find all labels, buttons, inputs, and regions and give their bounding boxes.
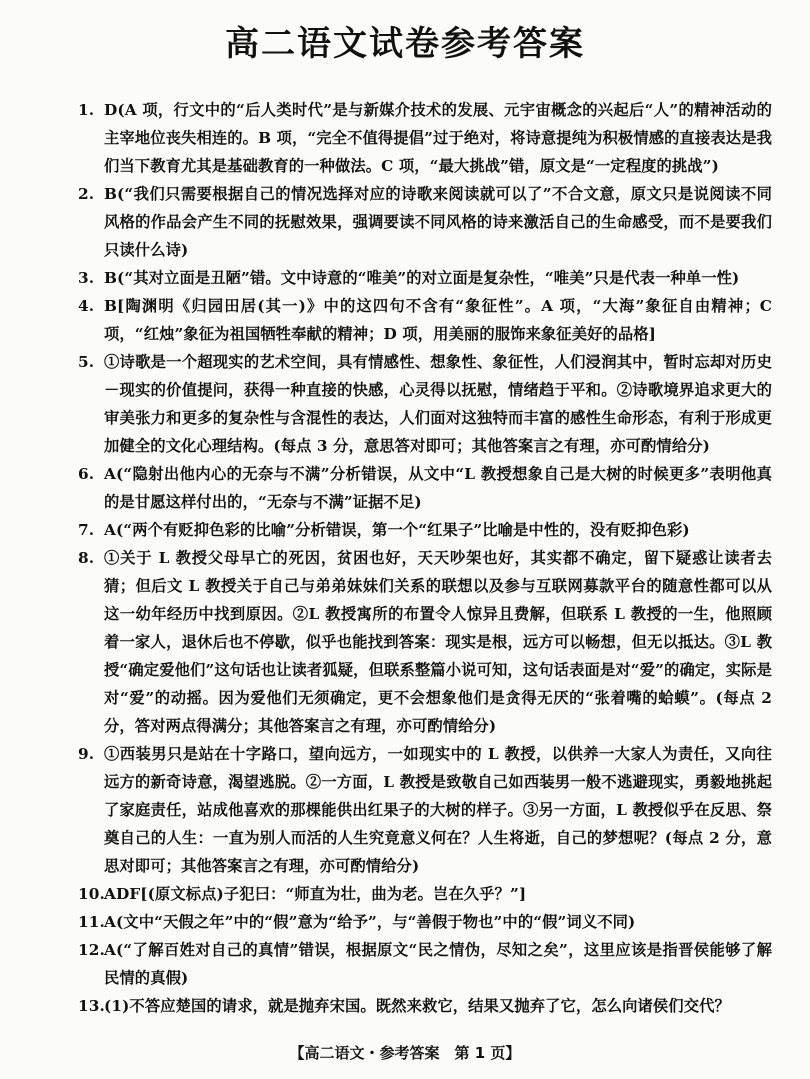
answer-number: 5. (78, 353, 95, 371)
answer-number: 2. (78, 185, 95, 203)
answer-item (78, 992, 772, 1020)
answer-number: 8. (78, 549, 95, 567)
answer-number: 12. (78, 941, 105, 959)
answer-item (78, 880, 772, 908)
answer-number: 4. (78, 297, 95, 315)
answer-list (78, 96, 772, 1020)
answer-text: B(“我们只需要根据自己的情况选择对应的诗歌来阅读就可以了”不合文意，原文只是说阅读不同风格的作品会产生不同的抚慰效果，强调要读不同风格的诗来激活自己的生命感受，而不是要我们只读什么诗) (104, 185, 772, 259)
answer-item (78, 936, 772, 992)
answer-text: ①诗歌是一个超现实的艺术空间，具有情感性、想象性、象征性，人们浸润其中，暂时忘却对历史－现实的价值提问，获得一种直接的快感，心灵得以抚慰，情绪趋于平和。②诗歌境界追求更大的审美张力和更多的复杂性与含混性的表达，人们面对这独特而丰富的感性生命形态，有利于形成更加健全的文化心理结构。(每点 3 分，意思答对即可；其他答案言之有理，亦可酌情给分) (104, 353, 772, 455)
answer-item (78, 348, 772, 460)
answer-item (78, 292, 772, 348)
answer-number: 10. (78, 885, 105, 903)
answer-number: 11. (78, 913, 105, 931)
answer-number: 7. (78, 521, 95, 539)
answer-item (78, 96, 772, 180)
answer-text: ①西装男只是站在十字路口，望向远方，一如现实中的 L 教授，以供养一大家人为责任，又向往远方的新奇诗意，渴望逃脱。②一方面，L 教授是致敬自己如西装男一般不逃避现实，勇毅地挑起了家庭责任，站成他喜欢的那棵能供出红果子的大树的样子。③另一方面，L 教授似乎在反思、祭奠自己的人生：一直为别人而活的人生究竟意义何在？人生将逝，自己的梦想呢？(每点 2 分，意思对即可；其他答案言之有理，亦可酌情给分) (104, 745, 772, 875)
page-title: 高二语文试卷参考答案 (225, 24, 585, 64)
answer-number: 13. (78, 997, 105, 1015)
answer-number: 6. (78, 465, 95, 483)
answer-text: B[陶渊明《归园田居(其一)》中的这四句不含有“象征性”。A 项，“大海”象征自由精神；C 项，“红烛”象征为祖国牺牲奉献的精神；D 项，用美丽的服饰来象征美好的品格] (104, 297, 772, 343)
answer-text: ADF[(原文标点)子犯曰：“师直为壮，曲为老。岂在久乎？”] (104, 885, 527, 903)
answer-item (78, 460, 772, 516)
answer-text: A(“两个有贬抑色彩的比喻”分析错误，第一个“红果子”比喻是中性的，没有贬抑色彩) (104, 521, 690, 539)
answer-number: 3. (78, 269, 95, 287)
answer-text: (1)不答应楚国的请求，就是抛弃宋国。既然来救它，结果又抛弃了它，怎么向诸侯们交代？ (104, 997, 730, 1015)
answer-item (78, 908, 772, 936)
answer-item (78, 740, 772, 880)
answer-text: A(“了解百姓对自己的真情”错误，根据原文“民之情伪，尽知之矣”，这里应该是指晋侯能够了解民情的真假) (104, 941, 772, 987)
answer-number: 1. (78, 101, 95, 119)
answer-text: B(“其对立面是丑陋”错。文中诗意的“唯美”的对立面是复杂性，“唯美”只是代表一种单一性) (104, 269, 740, 287)
answer-text: A(文中“天假之年”中的“假”意为“给予”，与“善假于物也”中的“假”词义不同) (104, 913, 636, 931)
answer-item (78, 516, 772, 544)
answer-text: D(A 项，行文中的“后人类时代”是与新媒介技术的发展、元宇宙概念的兴起后“人”的精神活动的主宰地位丧失相连的。B 项，“完全不值得提倡”过于绝对，将诗意提纯为积极情感的直接表达是我们当下教育尤其是基础教育的一种做法。C 项，“最大挑战”错，原文是“一定程度的挑战”) (104, 101, 772, 175)
answer-item (78, 544, 772, 740)
answer-number: 9. (78, 745, 95, 763)
answer-text: A(“隐射出他内心的无奈与不满”分析错误，从文中“L 教授想象自己是大树的时候更多”表明他真的是甘愿这样付出的，“无奈与不满”证据不足) (104, 465, 772, 511)
answer-text: ①关于 L 教授父母早亡的死因，贫困也好，天天吵架也好，其实都不确定，留下疑惑让读者去猜；但后文 L 教授关于自己与弟弟妹妹们关系的联想以及参与互联网募款平台的随意性都可以从这一幼年经历中找到原因。②L 教授寓所的布置令人惊异且费解，但联系 L 教授的一生，他照顾着一家人，退休后也不停歇，似乎也能找到答案：现实是根，远方可以畅想，但无以抵达。③L 教授“确定爱他们”这句话也让读者狐疑，但联系整篇小说可知，这句话表面是对“爱”的确定，实际是对“爱”的动摇。因为爱他们无须确定，更不会想象他们是贪得无厌的“张着嘴的蛤蟆”。(每点 2 分，答对两点得满分；其他答案言之有理，亦可酌情给分) (104, 549, 772, 735)
page-footer: 【高二语文・参考答案 第 1 页】 (289, 1044, 521, 1062)
answer-item (78, 180, 772, 264)
answer-item (78, 264, 772, 292)
